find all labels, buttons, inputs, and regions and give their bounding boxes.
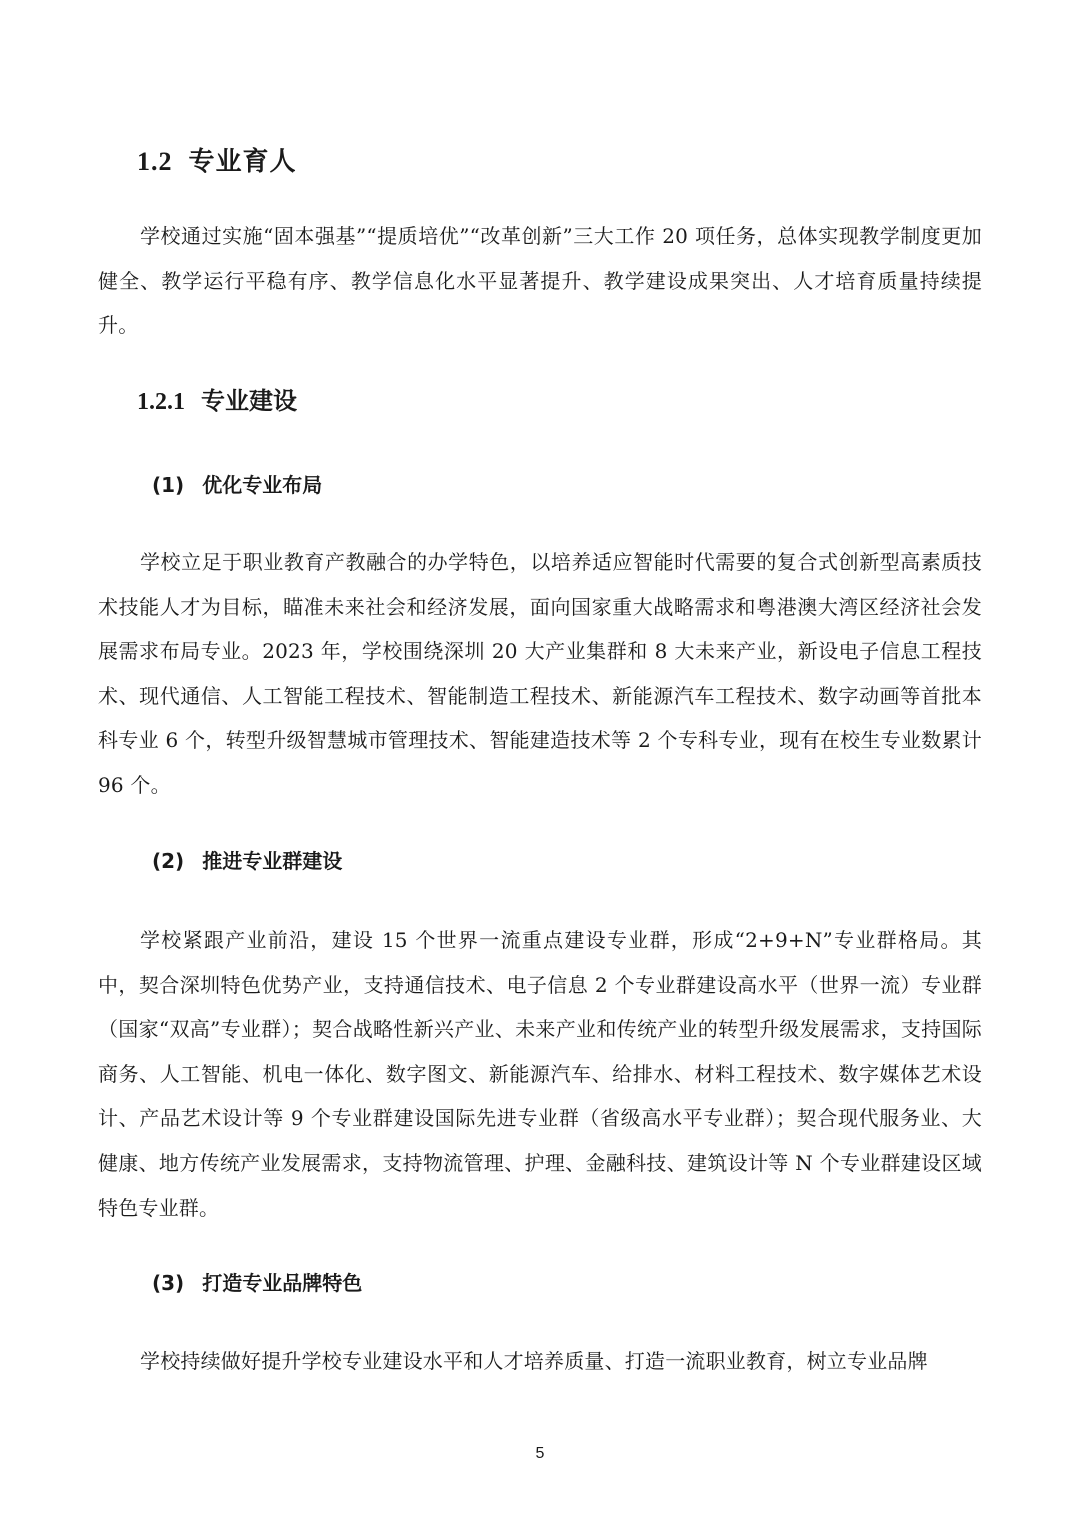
section-heading: [137, 140, 297, 184]
page-number: 5: [535, 1445, 545, 1462]
item-heading-1: [152, 467, 322, 503]
subsection-heading: [137, 380, 297, 423]
item-paragraph-1: 学校立足于职业教育产教融合的办学特色，以培养适应智能时代需要的复合式创新型高素质技术技能人才为目标，瞄准未来社会和经济发展，面向国家重大战略需求和粤港澳大湾区经济社会发展需求布局专业。2023 年，学校围绕深圳 20 大产业集群和 8 大未来产业，新设电子信息工程技术、现代通信、人工智能工程技术、智能制造工程技术、新能源汽车工程技术、数字动画等首批本科专业 6 个，转型升级智慧城市管理技术、智能建造技术等 2 个专科专业，现有在校生专业数累计 96 个。: [98, 550, 982, 797]
item-heading-3: [152, 1265, 362, 1301]
section-number: 1.2: [137, 147, 173, 176]
item-paragraph-3: 学校持续做好提升学校专业建设水平和人才培养质量、打造一流职业教育，树立专业品牌: [140, 1349, 928, 1373]
section-intro-paragraph: 学校通过实施“固本强基”“提质培优”“改革创新”三大工作 20 项任务，总体实现教学制度更加健全、教学运行平稳有序、教学信息化水平显著提升、教学建设成果突出、人才培育质量持续提升。: [98, 224, 982, 338]
item-heading-2: [152, 843, 342, 879]
item-number-3: (3): [152, 1271, 185, 1295]
item-paragraph-2: 学校紧跟产业前沿，建设 15 个世界一流重点建设专业群，形成“2+9+N”专业群格局。其中，契合深圳特色优势产业，支持通信技术、电子信息 2 个专业群建设高水平（世界一流）专业群（国家“双高”专业群）；契合战略性新兴产业、未来产业和传统产业的转型升级发展需求，支持国际商务、人工智能、机电一体化、数字图文、新能源汽车、给排水、材料工程技术、数字媒体艺术设计、产品艺术设计等 9 个专业群建设国际先进专业群（省级高水平专业群）；契合现代服务业、大健康、地方传统产业发展需求，支持物流管理、护理、金融科技、建筑设计等 N 个专业群建设区域特色专业群。: [98, 928, 982, 1220]
subsection-number: 1.2.1: [137, 389, 185, 415]
subsection-title: 专业建设: [201, 387, 297, 415]
item-title-2: 推进专业群建设: [202, 849, 343, 873]
section-title: 专业育人: [188, 147, 297, 177]
item-number-2: (2): [152, 849, 185, 873]
item-number-1: (1): [152, 473, 185, 497]
item-title-3: 打造专业品牌特色: [202, 1271, 363, 1295]
item-title-1: 优化专业布局: [202, 473, 323, 497]
